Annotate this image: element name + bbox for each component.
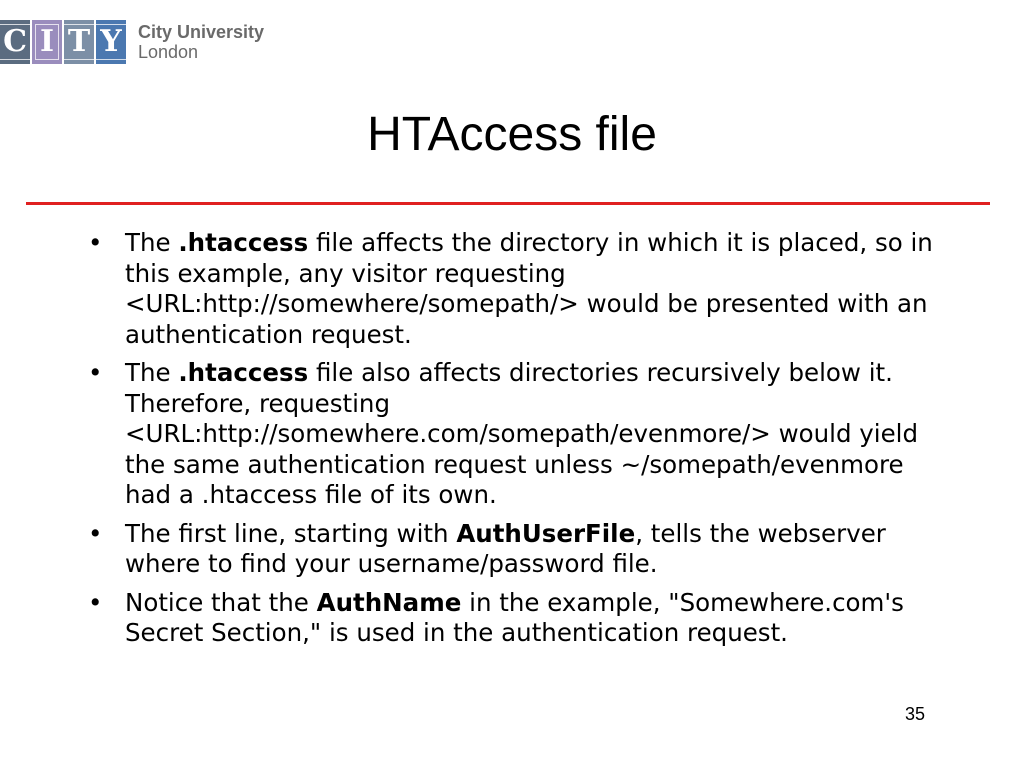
bullet-marker: • xyxy=(88,587,103,617)
bullet-segment: in the example, "Somewhere.com's Secret Section," is used in the authentication request. xyxy=(125,587,904,647)
bullet-segment: The xyxy=(125,228,179,257)
bullet-segment: file also affects directories recursively below it. Therefore, requesting <URL:http://somewhere.com/somepath/evenmore/> would yield the same authentication request unless ~/somepath/evenmore had a .htaccess file of its own. xyxy=(125,358,919,509)
bullet-marker: • xyxy=(88,358,103,387)
bold-term: AuthUserFile xyxy=(456,518,636,548)
title-divider xyxy=(26,202,990,205)
page-number: 35 xyxy=(905,704,926,724)
logo-text xyxy=(138,22,264,62)
city-university-logo xyxy=(0,20,264,64)
logo-university-name: City University xyxy=(138,22,265,42)
logo-city-name: London xyxy=(138,42,199,62)
bullet-text xyxy=(125,519,948,580)
bullet-text xyxy=(125,358,948,511)
logo-tile-i: I xyxy=(32,20,62,64)
bullet-segment: The xyxy=(125,358,179,387)
bullet-item xyxy=(88,519,948,580)
bullet-marker: • xyxy=(88,518,103,548)
bullet-item xyxy=(88,228,948,350)
logo-tile-y: Y xyxy=(96,20,126,64)
bullet-item xyxy=(88,358,948,511)
bullet-segment: file affects the directory in which it is placed, so in this example, any visitor requesting <URL:http://somewhere/somepath/> would be presented with an authentication request. xyxy=(125,228,933,349)
bullet-segment: Notice that the xyxy=(125,587,317,617)
bullet-marker: • xyxy=(88,228,103,257)
slide-title: HTAccess file xyxy=(367,108,657,161)
bullet-item xyxy=(88,588,948,649)
logo-tile-c: C xyxy=(0,20,30,64)
bullet-list xyxy=(88,228,948,657)
bullet-text xyxy=(125,228,948,350)
bullet-segment: The first line, starting with xyxy=(125,518,457,548)
bold-term: AuthName xyxy=(316,587,462,617)
logo-tiles xyxy=(0,20,128,64)
bold-term: .htaccess xyxy=(178,228,309,257)
bullet-text xyxy=(125,588,948,649)
logo-tile-t: T xyxy=(64,20,94,64)
bullet-segment: , tells the webserver where to find your username/password file. xyxy=(125,518,886,578)
bold-term: .htaccess xyxy=(178,358,309,387)
